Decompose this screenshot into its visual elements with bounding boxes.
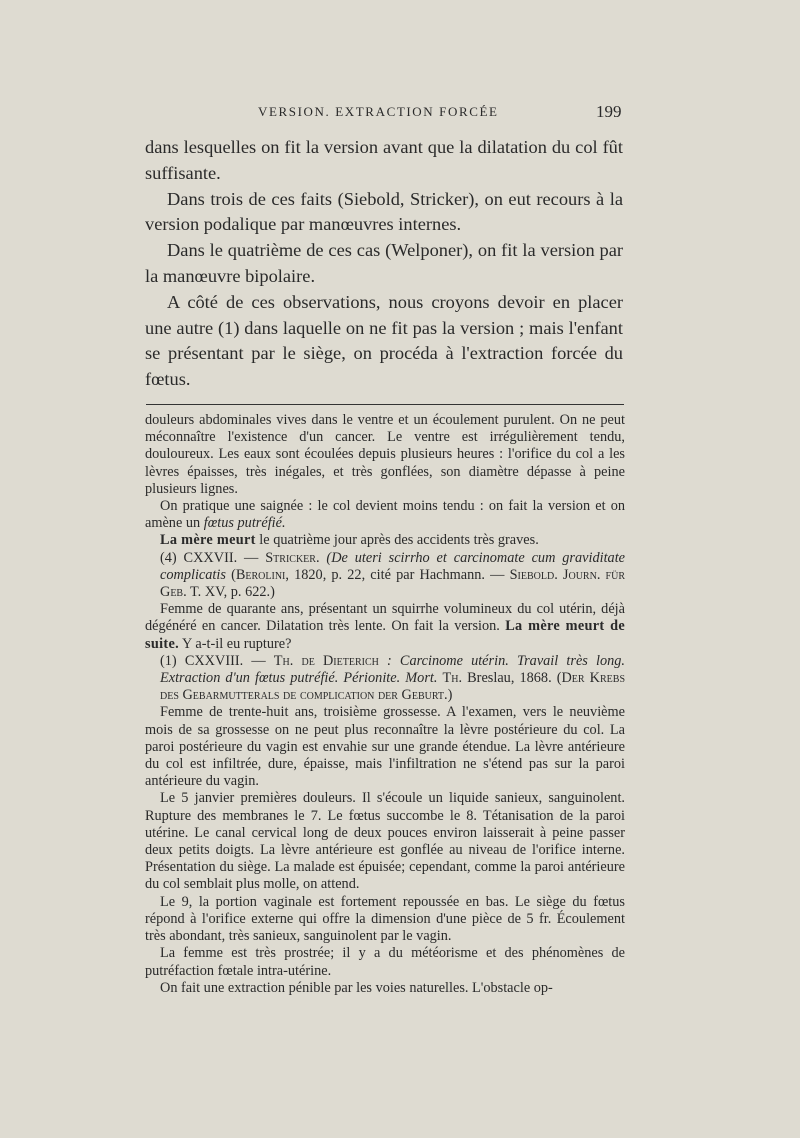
note-paragraph <box>145 532 625 549</box>
note-paragraph: Le 9, la portion vaginale est fortement repoussée en bas. Le siège du fœtus répond à l'orifice externe qui offre la dimension d'une pièce de 5 fr. Écoulement très abondant, très sanieux, sanguinolent par le vagin. <box>145 893 625 945</box>
paragraph: Dans le quatrième de ces cas (Welponer), on fit la version par la manœuvre bipolaire. <box>145 240 623 286</box>
paragraph: A côté de ces observations, nous croyons devoir en placer une autre (1) dans laquelle on ne fit pas la version ; mais l'enfant se présentant par le siège, on procéda à l'extraction forcée du fœtus. <box>145 291 623 390</box>
note-text: Y a-t-il eu rupture? <box>178 635 292 652</box>
note-paragraph: Le 5 janvier premières douleurs. Il s'écoule un liquide sanieux, sanguinolent. Rupture des membranes le 7. Le fœtus succombe le 8. Tétanisation de la paroi utérine. Le canal cervical long de deux pouces environ laisserait à peine passer deux petits doigts. La lèvre antérieure est gonflée au niveau de l'orifice interne. Présentation du siège. La malade est épuisée; cependant, comme la paroi antérieure du col semblait plus molle, on attend. <box>145 790 625 893</box>
note-text: Femme de quarante ans, présentant un squirrhe volumineux du col utérin, déjà dégénéré en cancer. Dilatation très lente. On fait la version. <box>145 601 625 635</box>
ref-author: Stricker. <box>265 549 320 566</box>
note-italic: fœtus putréfié. <box>203 515 286 532</box>
reference-entry <box>145 653 625 705</box>
ref-title: (De uteri scirrho et carcinomate cum graviditate complicatis <box>160 549 626 583</box>
paragraph: Dans trois de ces faits (Siebold, Stricker), on eut recours à la version podalique par manœuvres internes. <box>145 188 623 235</box>
ref-text: T. XV, p. 622.) <box>186 584 275 601</box>
note-paragraph: La femme est très prostrée; il y a du météorisme et des phénomènes de putréfaction fœtale intra-utérine. <box>145 945 625 979</box>
note-paragraph: Femme de trente-huit ans, troisième grossesse. A l'examen, vers le neuvième mois de sa grossesse on ne peut plus reconnaître la lèvre postérieure du col. La paroi postérieure du vagin est envahie sur une grande étendue. La lèvre antérieure du col est infiltrée, dure, épaisse, mais l'infiltration ne s'étend pas sur la paroi antérieure du vagin. <box>145 704 625 790</box>
ref-author: Th. de Dieterich <box>273 652 379 669</box>
footnotes <box>145 412 625 997</box>
ref-source: Berolini <box>235 566 286 583</box>
reference-entry <box>145 550 625 602</box>
ref-author: Th. <box>442 670 463 687</box>
paragraph: dans lesquelles on fit la version avant que la dilatation du col fût suffisante. <box>145 137 623 183</box>
ref-text: Breslau, 1868. ( <box>462 670 562 687</box>
note-text: le quatrième jour après des accidents très graves. <box>255 532 539 549</box>
note-paragraph: douleurs abdominales vives dans le ventre et un écoulement purulent. On ne peut méconnaître l'existence d'un cancer. Le ventre est irrégulièrement tendu, douloureux. Les eaux sont écoulées depuis plusieurs heures : l'orifice du col a les lèvres épaisses, très inégales, et très gonflées, son diamètre dépasse à peine plusieurs lignes. <box>145 412 625 497</box>
note-paragraph <box>145 498 625 532</box>
main-text <box>145 135 623 393</box>
ref-text: ( <box>225 566 236 583</box>
ref-title: : Carcinome utérin. Travail très long. Extraction d'un fœtus putréfié. Périonite. Mort. <box>160 652 625 687</box>
ref-source: Der Krebs des Gebarmutterals de complication der Geburt. <box>160 670 626 704</box>
ref-source: Siebold. Journ. für Geb. <box>160 566 626 601</box>
note-paragraph <box>145 601 625 653</box>
note-bold: La mère meurt <box>160 532 256 549</box>
note-paragraph: On fait une extraction pénible par les voies naturelles. L'obstacle op- <box>160 979 553 996</box>
note-text: On pratique une saignée : le col devient moins tendu : on fait la version et on amène un <box>145 498 625 532</box>
note-bold: La mère meurt de suite. <box>145 618 625 652</box>
ref-text: ) <box>447 687 453 704</box>
running-title: VERSION. EXTRACTION FORCÉE <box>258 104 499 119</box>
footnote-rule <box>146 404 624 405</box>
ref-lead: (4) CXXVII. — <box>160 549 266 566</box>
page-number: 199 <box>596 102 622 121</box>
ref-text: , 1820, p. 22, cité par Hachmann. — <box>285 566 510 583</box>
ref-lead: (1) CXXVIII. — <box>160 652 274 669</box>
